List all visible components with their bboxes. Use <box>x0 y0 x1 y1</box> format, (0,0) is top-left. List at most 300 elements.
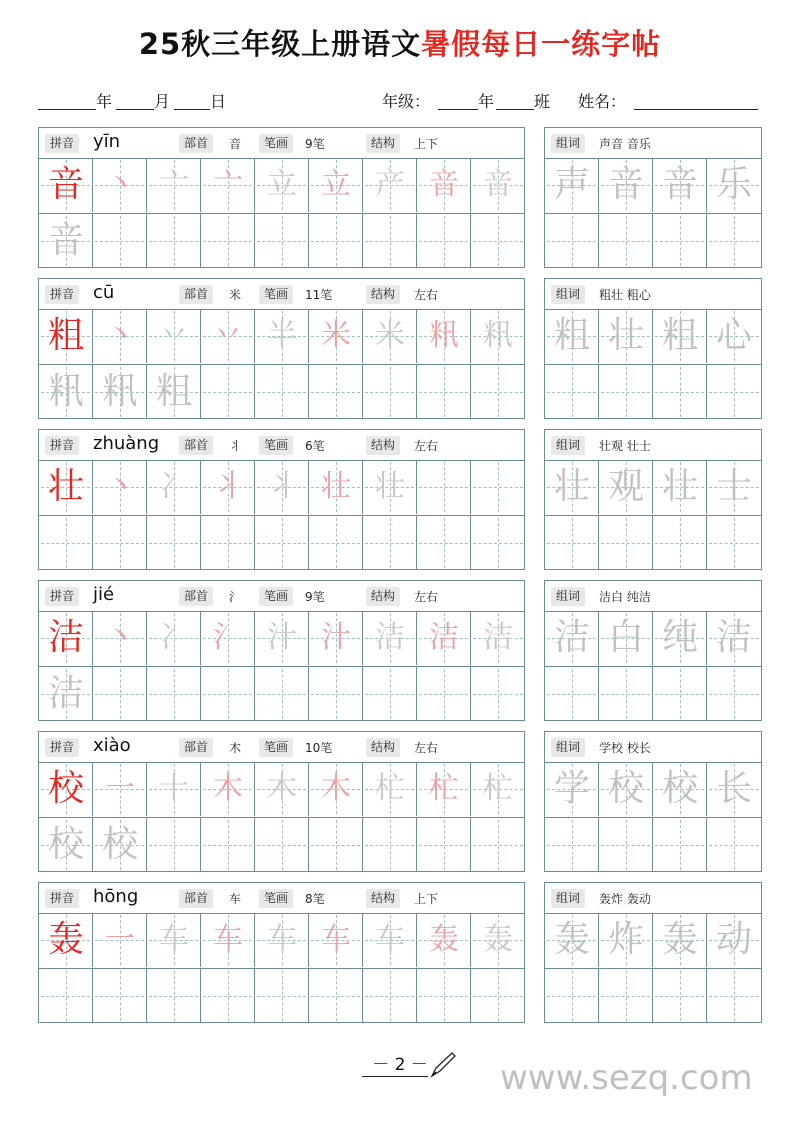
writing-cell[interactable] <box>363 214 417 268</box>
writing-cell[interactable] <box>653 309 707 363</box>
writing-cell[interactable] <box>417 611 471 665</box>
writing-cell[interactable] <box>309 818 363 872</box>
grade-year-label: 年 <box>478 92 495 111</box>
writing-cell[interactable] <box>39 516 93 570</box>
grade-label: 年级： <box>382 92 431 111</box>
year-label: 年 <box>96 92 113 111</box>
grid-row <box>545 968 761 1023</box>
word-character: 轰 <box>553 919 590 960</box>
words-header <box>545 430 761 461</box>
writing-cell[interactable] <box>599 516 653 570</box>
writing-cell[interactable] <box>255 516 309 570</box>
word-character: 炸 <box>607 919 644 960</box>
writing-cell[interactable] <box>147 913 201 967</box>
writing-cell[interactable] <box>363 913 417 967</box>
words-card-3 <box>544 429 762 570</box>
writing-cell[interactable] <box>653 969 707 1023</box>
writing-cell[interactable] <box>39 818 93 872</box>
writing-cell[interactable] <box>471 516 525 570</box>
strokes-value: 9笔 <box>305 137 325 151</box>
writing-cell[interactable] <box>707 516 761 570</box>
writing-cell[interactable] <box>309 667 363 721</box>
word-character: 校 <box>661 768 698 809</box>
writing-cell[interactable] <box>93 818 147 872</box>
pinyin-value: cū <box>93 282 115 303</box>
grid-row <box>545 611 761 665</box>
trace-character: 米 <box>375 318 405 353</box>
trace-character: 丶 <box>105 469 135 504</box>
writing-cell[interactable] <box>93 516 147 570</box>
pinyin-tag: 拼音 <box>45 738 79 757</box>
writing-cell[interactable] <box>201 818 255 872</box>
trace-character: 立 <box>267 167 297 202</box>
writing-cell[interactable] <box>201 762 255 816</box>
writing-cell[interactable] <box>599 913 653 967</box>
writing-cell[interactable] <box>93 611 147 665</box>
strokes-tag: 笔画 <box>259 285 293 304</box>
writing-cell[interactable] <box>653 460 707 514</box>
writing-cell[interactable] <box>201 365 255 419</box>
writing-cell[interactable] <box>93 913 147 967</box>
writing-cell[interactable] <box>417 214 471 268</box>
writing-cell[interactable] <box>255 818 309 872</box>
words-header <box>545 883 761 914</box>
writing-cell[interactable] <box>255 611 309 665</box>
words-tag: 组词 <box>551 285 585 304</box>
trace-character: 丶 <box>105 167 135 202</box>
trace-character: 籸 <box>483 318 513 353</box>
trace-character: 轰 <box>483 922 513 957</box>
writing-cell[interactable] <box>255 969 309 1023</box>
writing-cell[interactable] <box>599 818 653 872</box>
pinyin-tag: 拼音 <box>45 134 79 153</box>
writing-cell[interactable] <box>653 818 707 872</box>
writing-cell[interactable] <box>39 913 93 967</box>
watermark: www.sezq.com <box>500 1058 753 1098</box>
writing-cell[interactable] <box>255 309 309 363</box>
strokes-tag: 笔画 <box>259 587 293 606</box>
writing-cell[interactable] <box>417 516 471 570</box>
trace-character: 亠 <box>213 167 243 202</box>
writing-cell[interactable] <box>653 611 707 665</box>
writing-cell[interactable] <box>363 667 417 721</box>
writing-cell[interactable] <box>309 762 363 816</box>
radical-value: 音 <box>229 137 242 151</box>
grid-row <box>39 666 524 721</box>
writing-cell[interactable] <box>147 365 201 419</box>
trace-character: 丷 <box>159 318 189 353</box>
grid-row <box>545 913 761 967</box>
writing-cell[interactable] <box>471 913 525 967</box>
words-tag: 组词 <box>551 738 585 757</box>
writing-cell[interactable] <box>707 365 761 419</box>
strokes-tag: 笔画 <box>259 738 293 757</box>
pinyin-tag: 拼音 <box>45 285 79 304</box>
writing-cell[interactable] <box>471 460 525 514</box>
writing-cell[interactable] <box>545 516 599 570</box>
writing-cell[interactable] <box>707 309 761 363</box>
writing-cell[interactable] <box>93 309 147 363</box>
writing-cell[interactable] <box>707 818 761 872</box>
writing-cell[interactable] <box>707 667 761 721</box>
words-value: 声音 音乐 <box>599 137 651 151</box>
writing-cell[interactable] <box>201 214 255 268</box>
writing-cell[interactable] <box>363 158 417 212</box>
writing-cell[interactable] <box>39 667 93 721</box>
writing-cell[interactable] <box>471 611 525 665</box>
writing-cell[interactable] <box>471 214 525 268</box>
trace-character: 一 <box>105 922 135 957</box>
writing-cell[interactable] <box>417 365 471 419</box>
writing-cell[interactable] <box>39 309 93 363</box>
writing-cell[interactable] <box>363 460 417 514</box>
writing-cell[interactable] <box>201 913 255 967</box>
trace-character: 亠 <box>159 167 189 202</box>
writing-cell[interactable] <box>39 969 93 1023</box>
writing-cell[interactable] <box>201 158 255 212</box>
word-character: 动 <box>715 919 752 960</box>
writing-cell[interactable] <box>255 365 309 419</box>
word-character: 音 <box>607 164 644 205</box>
writing-cell[interactable] <box>93 365 147 419</box>
writing-cell[interactable] <box>39 158 93 212</box>
writing-cell[interactable] <box>545 969 599 1023</box>
writing-cell[interactable] <box>39 611 93 665</box>
char-info-header <box>39 883 524 914</box>
writing-cell[interactable] <box>93 667 147 721</box>
words-card-4 <box>544 580 762 721</box>
grid-row <box>39 515 524 570</box>
writing-cell[interactable] <box>707 611 761 665</box>
pinyin-value: xiào <box>93 735 131 756</box>
radical-tag: 部首 <box>179 587 213 606</box>
day-blank[interactable] <box>174 109 210 110</box>
writing-cell[interactable] <box>93 969 147 1023</box>
writing-cell[interactable] <box>309 913 363 967</box>
writing-cell[interactable] <box>201 516 255 570</box>
writing-cell[interactable] <box>417 762 471 816</box>
trace-character: 冫 <box>159 620 189 655</box>
writing-cell[interactable] <box>93 762 147 816</box>
writing-cell[interactable] <box>147 667 201 721</box>
year-blank[interactable] <box>38 109 96 110</box>
writing-cell[interactable] <box>147 214 201 268</box>
writing-cell[interactable] <box>93 158 147 212</box>
writing-cell[interactable] <box>93 460 147 514</box>
writing-cell[interactable] <box>599 214 653 268</box>
words-value: 洁白 纯洁 <box>599 590 651 604</box>
structure-tag: 结构 <box>366 285 400 304</box>
strokes-tag: 笔画 <box>259 889 293 908</box>
writing-cell[interactable] <box>147 460 201 514</box>
writing-cell[interactable] <box>417 158 471 212</box>
words-tag: 组词 <box>551 587 585 606</box>
grid-row <box>39 762 524 816</box>
radical-tag: 部首 <box>179 134 213 153</box>
writing-cell[interactable] <box>545 818 599 872</box>
writing-cell[interactable] <box>201 969 255 1023</box>
word-character: 校 <box>607 768 644 809</box>
writing-cell[interactable] <box>471 969 525 1023</box>
trace-character: 洁 <box>375 620 405 655</box>
writing-cell[interactable] <box>653 667 707 721</box>
month-blank[interactable] <box>116 109 154 110</box>
writing-cell[interactable] <box>599 762 653 816</box>
writing-grid <box>39 158 524 267</box>
writing-cell[interactable] <box>653 214 707 268</box>
grid-row <box>545 817 761 872</box>
trace-character: 车 <box>321 922 351 957</box>
word-character: 洁 <box>553 617 590 658</box>
page-number: － 2 － <box>372 1055 428 1075</box>
char-info-header <box>39 732 524 763</box>
pinyin-value: jié <box>93 584 115 605</box>
writing-cell[interactable] <box>417 969 471 1023</box>
writing-cell[interactable] <box>417 667 471 721</box>
char-card-4 <box>38 580 525 721</box>
writing-cell[interactable] <box>707 460 761 514</box>
writing-cell[interactable] <box>545 667 599 721</box>
trace-character: 木 <box>321 771 351 806</box>
char-info-header <box>39 128 524 159</box>
writing-cell[interactable] <box>309 516 363 570</box>
char-card-1 <box>38 127 525 268</box>
writing-cell[interactable] <box>201 611 255 665</box>
class-blank[interactable] <box>496 109 534 110</box>
writing-cell[interactable] <box>471 309 525 363</box>
writing-cell[interactable] <box>39 214 93 268</box>
strokes-value: 10笔 <box>305 741 333 755</box>
word-character: 学 <box>553 768 590 809</box>
words-grid <box>545 762 761 871</box>
trace-character: 籸 <box>429 318 459 353</box>
writing-grid <box>39 309 524 418</box>
trace-character: 音 <box>429 167 459 202</box>
trace-character: 杧 <box>375 771 405 806</box>
writing-grid <box>39 460 524 569</box>
writing-cell[interactable] <box>255 460 309 514</box>
writing-cell[interactable] <box>147 611 201 665</box>
writing-cell[interactable] <box>707 214 761 268</box>
grid-row <box>39 460 524 514</box>
writing-cell[interactable] <box>471 667 525 721</box>
words-header <box>545 128 761 159</box>
trace-character: 洁 <box>429 620 459 655</box>
writing-cell[interactable] <box>363 969 417 1023</box>
model-character: 音 <box>47 164 84 205</box>
writing-grid <box>39 913 524 1022</box>
writing-cell[interactable] <box>599 365 653 419</box>
words-tag: 组词 <box>551 436 585 455</box>
char-card-6 <box>38 882 525 1023</box>
writing-cell[interactable] <box>471 762 525 816</box>
writing-cell[interactable] <box>309 365 363 419</box>
writing-cell[interactable] <box>545 611 599 665</box>
writing-cell[interactable] <box>653 913 707 967</box>
date-line <box>38 92 762 116</box>
radical-tag: 部首 <box>179 436 213 455</box>
word-character: 音 <box>661 164 698 205</box>
writing-cell[interactable] <box>255 158 309 212</box>
trace-character: 立 <box>321 167 351 202</box>
writing-cell[interactable] <box>545 460 599 514</box>
writing-cell[interactable] <box>39 460 93 514</box>
trace-character: 丶 <box>105 318 135 353</box>
writing-cell[interactable] <box>255 913 309 967</box>
grid-row <box>545 666 761 721</box>
writing-cell[interactable] <box>599 460 653 514</box>
writing-cell[interactable] <box>309 309 363 363</box>
word-character: 纯 <box>661 617 698 658</box>
writing-cell[interactable] <box>309 969 363 1023</box>
writing-cell[interactable] <box>599 667 653 721</box>
writing-cell[interactable] <box>653 365 707 419</box>
writing-cell[interactable] <box>363 365 417 419</box>
class-label: 班 <box>534 92 551 111</box>
writing-cell[interactable] <box>417 460 471 514</box>
writing-cell[interactable] <box>255 214 309 268</box>
title-red: 暑假每日一练字帖 <box>421 27 662 61</box>
writing-cell[interactable] <box>363 309 417 363</box>
trace-character: 杧 <box>483 771 513 806</box>
trace-character: 车 <box>375 922 405 957</box>
writing-cell[interactable] <box>39 762 93 816</box>
word-character: 白 <box>607 617 644 658</box>
writing-cell[interactable] <box>309 460 363 514</box>
writing-cell[interactable] <box>417 818 471 872</box>
trace-character: 产 <box>375 167 405 202</box>
writing-cell[interactable] <box>93 214 147 268</box>
writing-cell[interactable] <box>363 818 417 872</box>
grade-blank[interactable] <box>438 109 478 110</box>
writing-cell[interactable] <box>707 969 761 1023</box>
grid-row <box>545 158 761 212</box>
writing-cell[interactable] <box>147 818 201 872</box>
strokes-value: 6笔 <box>305 439 325 453</box>
model-character: 壮 <box>47 466 84 507</box>
writing-cell[interactable] <box>255 762 309 816</box>
trace-character: 壮 <box>375 469 405 504</box>
trace-character: 轰 <box>429 922 459 957</box>
writing-cell[interactable] <box>201 460 255 514</box>
grid-row <box>39 968 524 1023</box>
strokes-value: 8笔 <box>305 892 325 906</box>
writing-cell[interactable] <box>201 309 255 363</box>
writing-cell[interactable] <box>363 516 417 570</box>
writing-cell[interactable] <box>707 913 761 967</box>
words-card-6 <box>544 882 762 1023</box>
writing-cell[interactable] <box>201 667 255 721</box>
strokes-value: 9笔 <box>305 590 325 604</box>
pinyin-value: zhuàng <box>93 433 160 454</box>
pinyin-tag: 拼音 <box>45 436 79 455</box>
writing-cell[interactable] <box>599 158 653 212</box>
writing-cell[interactable] <box>471 818 525 872</box>
writing-cell[interactable] <box>599 309 653 363</box>
char-info-header <box>39 279 524 310</box>
words-header <box>545 581 761 612</box>
writing-cell[interactable] <box>147 516 201 570</box>
writing-cell[interactable] <box>545 158 599 212</box>
writing-cell[interactable] <box>653 158 707 212</box>
writing-cell[interactable] <box>471 365 525 419</box>
trace-character: 十 <box>159 771 189 806</box>
writing-cell[interactable] <box>309 158 363 212</box>
structure-value: 左右 <box>414 590 439 604</box>
words-value: 学校 校长 <box>599 741 651 755</box>
trace-character: 米 <box>321 318 351 353</box>
radical-value: 氵 <box>229 590 242 604</box>
trace-character: 杧 <box>429 771 459 806</box>
structure-value: 左右 <box>414 439 439 453</box>
writing-cell[interactable] <box>363 762 417 816</box>
writing-cell[interactable] <box>545 214 599 268</box>
writing-cell[interactable] <box>707 762 761 816</box>
month-label: 月 <box>154 92 171 111</box>
writing-cell[interactable] <box>309 214 363 268</box>
footer-underline <box>362 1076 428 1077</box>
structure-value: 左右 <box>414 288 439 302</box>
radical-value: 丬 <box>229 439 242 453</box>
writing-cell[interactable] <box>653 762 707 816</box>
writing-cell[interactable] <box>707 158 761 212</box>
strokes-tag: 笔画 <box>259 436 293 455</box>
writing-cell[interactable] <box>545 913 599 967</box>
trace-character: 籸 <box>47 371 84 412</box>
writing-cell[interactable] <box>255 667 309 721</box>
trace-character: 一 <box>105 771 135 806</box>
writing-cell[interactable] <box>545 365 599 419</box>
grid-row <box>545 762 761 816</box>
word-character: 壮 <box>553 466 590 507</box>
writing-cell[interactable] <box>653 516 707 570</box>
writing-cell[interactable] <box>147 969 201 1023</box>
pinyin-tag: 拼音 <box>45 889 79 908</box>
structure-tag: 结构 <box>366 134 400 153</box>
writing-cell[interactable] <box>545 309 599 363</box>
page-title <box>0 22 800 63</box>
writing-cell[interactable] <box>309 611 363 665</box>
trace-character: 半 <box>267 318 297 353</box>
grid-row <box>545 515 761 570</box>
writing-cell[interactable] <box>363 611 417 665</box>
writing-cell[interactable] <box>147 762 201 816</box>
model-character: 粗 <box>47 315 84 356</box>
word-character: 壮 <box>607 315 644 356</box>
writing-cell[interactable] <box>417 309 471 363</box>
grid-row <box>545 460 761 514</box>
char-info-header <box>39 430 524 461</box>
writing-cell[interactable] <box>39 365 93 419</box>
grid-row <box>39 611 524 665</box>
writing-cell[interactable] <box>471 158 525 212</box>
writing-cell[interactable] <box>599 969 653 1023</box>
word-character: 长 <box>715 768 752 809</box>
writing-cell[interactable] <box>147 158 201 212</box>
writing-cell[interactable] <box>147 309 201 363</box>
trace-character: 音 <box>483 167 513 202</box>
writing-cell[interactable] <box>417 913 471 967</box>
writing-cell[interactable] <box>599 611 653 665</box>
word-character: 轰 <box>661 919 698 960</box>
structure-tag: 结构 <box>366 436 400 455</box>
name-blank[interactable] <box>634 109 758 110</box>
writing-cell[interactable] <box>545 762 599 816</box>
trace-character: 壮 <box>321 469 351 504</box>
words-grid <box>545 309 761 418</box>
pinyin-tag: 拼音 <box>45 587 79 606</box>
strokes-tag: 笔画 <box>259 134 293 153</box>
